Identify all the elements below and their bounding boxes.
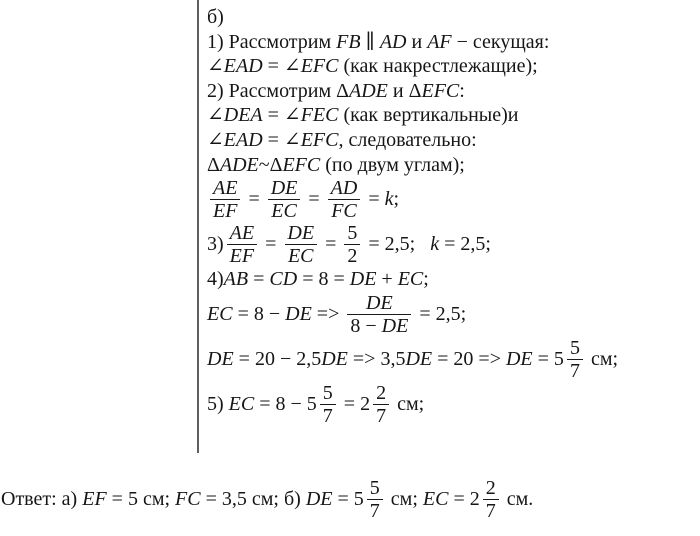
text-run: = 3,5 см; б) (200, 488, 306, 510)
text-run: ∠ (207, 55, 224, 78)
text-run: = 2,5; (414, 302, 467, 325)
math-variable: EFC (421, 79, 460, 102)
text-run: = ∠ (262, 55, 301, 78)
text-run: 7 (322, 404, 333, 427)
fraction-numerator (320, 382, 336, 404)
text-run: ; (393, 188, 400, 211)
math-variable: FB (336, 30, 361, 53)
math-variable: EF (213, 200, 238, 223)
math-variable: AE (213, 177, 238, 200)
fraction-numerator (367, 477, 383, 499)
math-variable: EAD (223, 128, 263, 151)
fraction-numerator (567, 337, 583, 359)
solution-line-step-2 (207, 79, 700, 104)
math-variable: AB (223, 268, 249, 291)
solution-line-step-2-vertical-angles (207, 103, 700, 128)
math-variable: EFC (300, 128, 339, 151)
fraction-denominator (227, 244, 257, 267)
text-run: 8 − (350, 314, 382, 337)
fraction-denominator (373, 404, 389, 427)
math-variable: FC (175, 488, 201, 510)
text-run: = 8 − 5 (254, 392, 317, 415)
fraction-numerator (284, 222, 317, 244)
fraction (373, 382, 389, 427)
math-variable: EFC (282, 153, 321, 176)
text-run: 5 (569, 336, 580, 359)
text-run: = 5 (532, 347, 564, 370)
fraction-denominator (567, 359, 583, 382)
fraction (347, 292, 411, 337)
solution-line-similarity (207, 153, 700, 178)
text-run: => 3,5 (347, 347, 406, 370)
math-variable: DE (366, 291, 393, 314)
fraction-numerator (363, 292, 396, 314)
text-run: 7 (376, 404, 387, 427)
text-run: 5) (207, 392, 229, 415)
text-run: Δ (207, 153, 220, 176)
text-run: ; (423, 268, 429, 291)
fraction (367, 477, 383, 522)
fraction-numerator (227, 222, 257, 244)
math-variable: EAD (223, 55, 263, 78)
math-variable: EFC (300, 55, 339, 78)
text-run: − секущая: (451, 30, 550, 53)
text-run: (как вертикальные)и (338, 104, 519, 127)
solution-line-step-4-solve (207, 337, 700, 382)
math-variable: DE (321, 347, 348, 370)
text-run: 7 (369, 500, 380, 522)
solution-line-part-label (207, 5, 700, 30)
text-run: => (311, 302, 345, 325)
text-run: 2 (485, 477, 496, 499)
margin-rule (197, 0, 199, 453)
math-variable: EC (397, 268, 424, 291)
text-run: б) (207, 6, 224, 28)
text-run: (по двум углам); (320, 153, 465, 176)
fraction-denominator (268, 199, 300, 222)
solution-line-step-1 (207, 30, 700, 55)
math-variable: AD (379, 30, 407, 53)
text-run: см; (585, 347, 619, 370)
fraction-denominator (344, 244, 360, 267)
text-run: (как накрестлежащие); (338, 55, 538, 78)
text-run: ∠ (207, 104, 224, 127)
fraction-denominator (483, 499, 499, 522)
text-run: = (363, 188, 385, 211)
math-variable: AF (427, 30, 452, 53)
math-variable: DEA (223, 104, 263, 127)
text-run: : (459, 79, 465, 102)
text-run: = (260, 233, 282, 256)
math-variable: AE (229, 222, 255, 245)
text-run: = (303, 188, 325, 211)
math-variable: DE (287, 222, 315, 245)
text-run: , следовательно: (338, 128, 477, 151)
text-run: 3) (207, 233, 224, 256)
text-run: = 20 => (432, 347, 506, 370)
fraction (227, 222, 257, 267)
text-run: = 5 (332, 488, 364, 510)
math-variable: FEC (300, 104, 339, 127)
solution-line-step-3 (207, 222, 700, 267)
fraction (328, 177, 361, 222)
text-run: Ответ: а) (1, 488, 83, 510)
math-variable: EF (82, 488, 107, 510)
text-run: 2 (376, 381, 387, 404)
math-variable: AD (330, 177, 358, 200)
solution-line-step-4 (207, 267, 700, 292)
text-run: = (243, 188, 265, 211)
fraction-numerator (344, 222, 360, 244)
math-variable: k (430, 233, 440, 256)
math-variable: EC (422, 488, 449, 510)
fraction (483, 477, 499, 522)
fraction (268, 177, 301, 222)
text-run: = ∠ (262, 128, 301, 151)
math-variable: EC (207, 302, 233, 325)
math-variable: DE (405, 347, 433, 370)
fraction-denominator (320, 404, 336, 427)
fraction (344, 222, 360, 267)
text-run: 7 (569, 359, 580, 382)
fraction-denominator (328, 199, 360, 222)
solution-block (207, 5, 700, 427)
fraction (284, 222, 317, 267)
fraction-numerator (328, 177, 361, 199)
math-variable: FC (331, 200, 357, 223)
text-run: 1) Рассмотрим (207, 30, 337, 53)
text-run: = (320, 233, 342, 256)
math-variable: DE (381, 314, 409, 337)
fraction-denominator (210, 199, 240, 222)
text-run: = 2 (448, 488, 480, 510)
math-variable: DE (305, 488, 333, 510)
text-run: ∥ (360, 30, 380, 53)
math-variable: DE (505, 347, 533, 370)
answer-line (1, 477, 533, 522)
math-variable: DE (349, 268, 377, 291)
math-variable: DE (285, 302, 312, 325)
text-run: = 2 (338, 392, 371, 415)
fraction-denominator (285, 244, 317, 267)
fraction (320, 382, 336, 427)
text-run: = 2,5; (439, 233, 491, 256)
math-variable: DE (270, 177, 298, 200)
solution-line-step-2-equal-angles (207, 128, 700, 153)
text-run: = 2,5; (363, 233, 431, 256)
math-variable: ADE (219, 153, 259, 176)
solution-line-step-1-angles (207, 54, 700, 79)
fraction-numerator (373, 382, 389, 404)
text-run: и (406, 30, 428, 53)
text-run: = ∠ (262, 104, 301, 127)
text-run: + (376, 268, 398, 291)
text-run: = 8 = (297, 268, 350, 291)
fraction-denominator (347, 314, 411, 337)
text-run: 5 (369, 477, 380, 499)
text-run: 4) (207, 268, 224, 291)
math-variable: CD (269, 268, 298, 291)
text-run: 5 (347, 222, 358, 245)
fraction-numerator (210, 177, 240, 199)
text-run: ∠ (207, 128, 224, 151)
text-run: = 5 см; (106, 488, 176, 510)
text-run: см; (392, 392, 425, 415)
text-run: = (248, 268, 270, 291)
text-run: = 20 − 2,5 (233, 347, 322, 370)
solution-line-ratio (207, 177, 700, 222)
math-variable: DE (207, 347, 234, 370)
text-run: см. (501, 488, 534, 510)
text-run: 5 (322, 381, 333, 404)
text-run: = 8 − (232, 302, 286, 325)
math-variable: EC (287, 245, 314, 268)
text-run: 2) Рассмотрим Δ (207, 79, 350, 102)
solution-line-step-4-equation (207, 292, 700, 337)
text-run: 2 (347, 245, 358, 268)
math-variable: ADE (349, 79, 388, 102)
text-run: и Δ (387, 79, 422, 102)
math-variable: EC (271, 200, 297, 223)
fraction (567, 337, 583, 382)
fraction-numerator (483, 477, 499, 499)
math-variable: k (384, 188, 394, 211)
solution-line-step-5 (207, 382, 700, 427)
text-run: ~Δ (258, 153, 283, 176)
math-variable: EF (229, 245, 255, 268)
math-variable: EC (228, 392, 255, 415)
fraction (210, 177, 240, 222)
fraction-numerator (268, 177, 301, 199)
text-run: 7 (485, 500, 496, 522)
fraction-denominator (367, 499, 383, 522)
text-run: см; (385, 488, 423, 510)
